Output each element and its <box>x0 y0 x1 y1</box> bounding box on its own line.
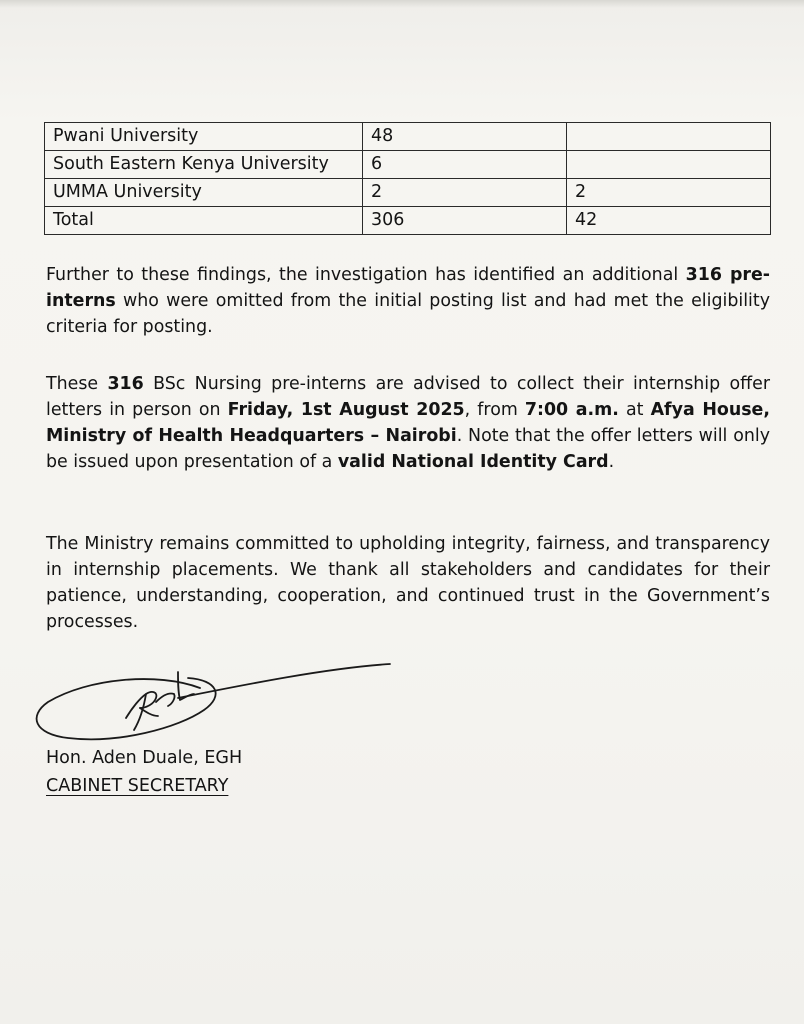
table-cell-count-2 <box>567 123 771 151</box>
table-cell-institution: UMMA University <box>45 179 363 207</box>
table-cell-count: 6 <box>363 151 567 179</box>
commitment-paragraph: The Ministry remains committed to upholding integrity, fairness, and transparency in internship placements. We thank all stakeholders and candidates for their patience, understanding, cooperation, and continued trust in the Government’s processes. <box>46 534 770 632</box>
signatory-name: Hon. Aden Duale, EGH <box>46 748 243 768</box>
text-run: BSc Nursing pre-interns are advised to collect their internship offer letters in person on <box>46 374 770 420</box>
bold-run: 7:00 a.m. <box>524 400 619 420</box>
table-cell-count: 48 <box>363 123 567 151</box>
text-run: . <box>608 452 615 472</box>
bold-run: valid National Identity Card <box>337 452 609 472</box>
table-cell-institution: Pwani University <box>45 123 363 151</box>
text-run: . Note that the offer letters will only be issued upon presentation of a <box>46 426 770 472</box>
table-row-total <box>45 207 771 235</box>
text-run: who were omitted from the initial posting list and had met the eligibility criteria for posting. <box>46 291 770 337</box>
table-row <box>45 123 771 151</box>
text-run: at <box>618 400 651 420</box>
bold-run: 316 <box>107 374 144 394</box>
text-run: Further to these findings, the investigation has identified an additional <box>46 265 686 285</box>
text-run: , from <box>464 400 525 420</box>
page-top-edge <box>0 0 804 8</box>
table-cell-count-2 <box>567 151 771 179</box>
signature-image <box>28 658 398 748</box>
signatory-title: CABINET SECRETARY <box>46 776 229 796</box>
table-cell-count-2: 42 <box>567 207 771 235</box>
findings-paragraph <box>46 262 770 340</box>
text-run: These <box>46 374 108 394</box>
table-cell-institution: South Eastern Kenya University <box>45 151 363 179</box>
table-row <box>45 151 771 179</box>
table-cell-institution: Total <box>45 207 363 235</box>
table-cell-count-2: 2 <box>567 179 771 207</box>
bold-run: Afya House, Ministry of Health Headquarters – Nairobi <box>46 400 770 446</box>
collection-paragraph <box>46 371 770 475</box>
posting-table <box>44 122 771 235</box>
table-cell-count: 2 <box>363 179 567 207</box>
bold-run: Friday, 1st August 2025 <box>227 400 465 420</box>
table-cell-count: 306 <box>363 207 567 235</box>
table-row <box>45 179 771 207</box>
bold-run: 316 pre-interns <box>46 265 770 311</box>
